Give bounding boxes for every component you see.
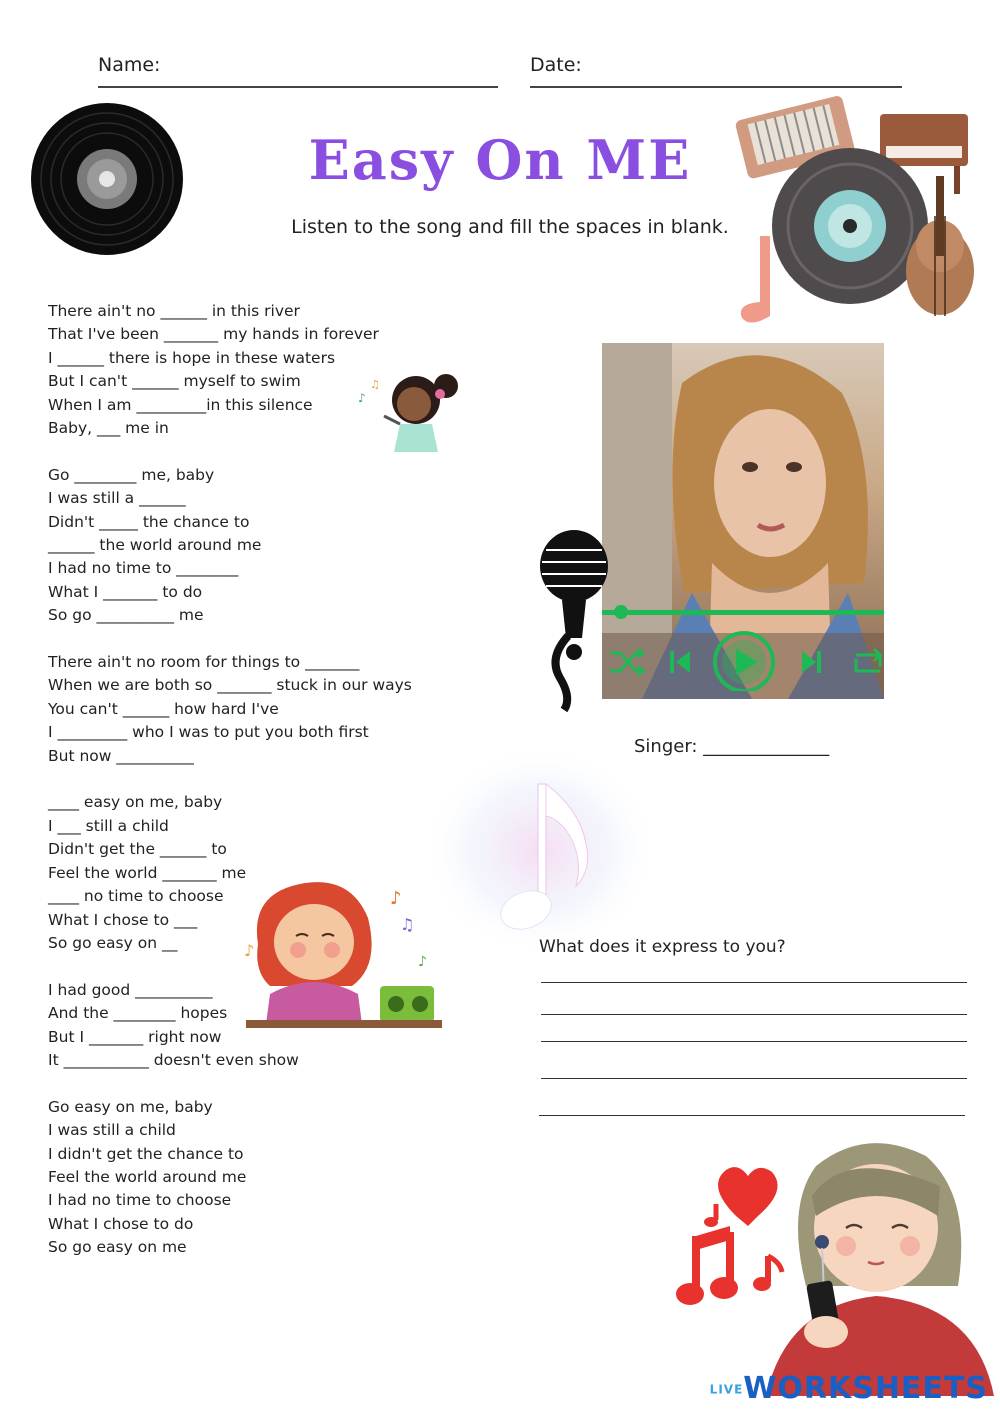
- lyric-line: There ain't no ______ in this river: [48, 302, 300, 320]
- lyric-line: When I am _________in this silence: [48, 395, 313, 414]
- lyric-line: When we are both so _______ stuck in our ways: [48, 676, 412, 695]
- lyric-line: I had no time to ________: [48, 559, 239, 578]
- name-label: Name:: [98, 54, 161, 76]
- lyric-line: You can't ______ how hard I've: [48, 699, 279, 718]
- music-note-icon: [420, 740, 660, 960]
- lyric-line: ____ no time to choose: [48, 887, 224, 906]
- stanza-2: [48, 464, 468, 628]
- lyric-line: Baby, ___ me in: [48, 419, 169, 438]
- repeat-icon[interactable]: [856, 649, 880, 671]
- svg-text:♪: ♪: [390, 888, 402, 909]
- lyric-line: There ain't no room for things to _______: [48, 653, 360, 672]
- lyric-line: And the ________ hopes: [48, 1004, 228, 1023]
- svg-text:♫: ♫: [400, 915, 415, 934]
- date-field[interactable]: [530, 86, 902, 88]
- lyric-line: ______ the world around me: [48, 536, 262, 555]
- lyric-line: ____ easy on me, baby: [48, 793, 223, 812]
- svg-text:♪: ♪: [358, 391, 366, 405]
- svg-text:♪: ♪: [244, 941, 255, 960]
- lyric-line: I was still a child: [48, 1121, 176, 1140]
- lyric-line: But now __________: [48, 746, 194, 765]
- name-field[interactable]: [98, 86, 498, 88]
- lyric-line: Go ________ me, baby: [48, 465, 215, 484]
- lyric-line: Feel the world around me: [48, 1167, 247, 1186]
- answer-line[interactable]: [539, 1115, 965, 1116]
- answer-line[interactable]: [541, 1014, 967, 1015]
- microphone-icon: [528, 528, 614, 712]
- lyric-line: I was still a ______: [48, 489, 186, 508]
- lyric-line: I ______ there is hope in these waters: [48, 348, 336, 367]
- answer-line[interactable]: [541, 1078, 967, 1079]
- progress-bar[interactable]: [602, 610, 884, 615]
- stanza-6: [48, 1096, 468, 1260]
- lyric-line: I didn't get the chance to: [48, 1144, 244, 1163]
- next-icon[interactable]: [802, 651, 821, 673]
- lyric-line: But I can't ______ myself to swim: [48, 372, 301, 391]
- lyric-line: What I _______ to do: [48, 582, 203, 601]
- girl-with-headphones-icon: [676, 1136, 1000, 1396]
- lyric-line: So go easy on me: [48, 1238, 187, 1257]
- play-button[interactable]: [715, 633, 773, 691]
- svg-text:♫: ♫: [370, 378, 380, 391]
- singer-field[interactable]: Singer: ______________: [634, 736, 830, 757]
- singing-girl-illustration-icon: [354, 366, 462, 458]
- listening-girl-radio-icon: [240, 874, 444, 1030]
- lyric-line: But I _______ right now: [48, 1027, 222, 1046]
- previous-icon[interactable]: [670, 651, 690, 673]
- stanza-3: [48, 651, 468, 768]
- answer-line[interactable]: [541, 1041, 967, 1042]
- lyric-line: What I chose to do: [48, 1214, 194, 1233]
- lyric-line: I had good __________: [48, 980, 213, 999]
- progress-handle[interactable]: [614, 605, 628, 619]
- lyric-line: Go easy on me, baby: [48, 1097, 213, 1116]
- answer-line[interactable]: [541, 982, 967, 983]
- lyric-line: I had no time to choose: [48, 1191, 232, 1210]
- instruments-illustration-icon: [730, 96, 980, 336]
- lyric-line: That I've been _______ my hands in forever: [48, 325, 379, 344]
- lyric-line: Feel the world _______ me: [48, 863, 247, 882]
- lyric-line: Didn't _____ the chance to: [48, 512, 250, 531]
- brand-worksheets-text: WORKSHEETS: [743, 1371, 988, 1406]
- lyric-line: Didn't get the ______ to: [48, 840, 227, 859]
- svg-text:♪: ♪: [418, 954, 427, 970]
- question-prompt: What does it express to you?: [539, 937, 786, 957]
- date-label: Date:: [530, 54, 582, 76]
- page-title: Easy On ME: [308, 128, 692, 192]
- shuffle-icon[interactable]: [610, 649, 643, 675]
- instructions: Listen to the song and fill the spaces in blank.: [291, 216, 729, 238]
- brand-logo: [710, 1371, 988, 1406]
- lyric-line: So go __________ me: [48, 606, 204, 625]
- music-player-card: [602, 343, 884, 699]
- lyric-line: It ___________ doesn't even show: [48, 1050, 299, 1069]
- lyric-line: I ___ still a child: [48, 816, 169, 835]
- lyric-line: What I chose to ___: [48, 910, 198, 929]
- lyric-line: So go easy on __: [48, 933, 178, 952]
- player-controls: [606, 631, 884, 691]
- lyric-line: I _________ who I was to put you both first: [48, 723, 369, 742]
- brand-live-text: LIVE: [709, 1382, 744, 1397]
